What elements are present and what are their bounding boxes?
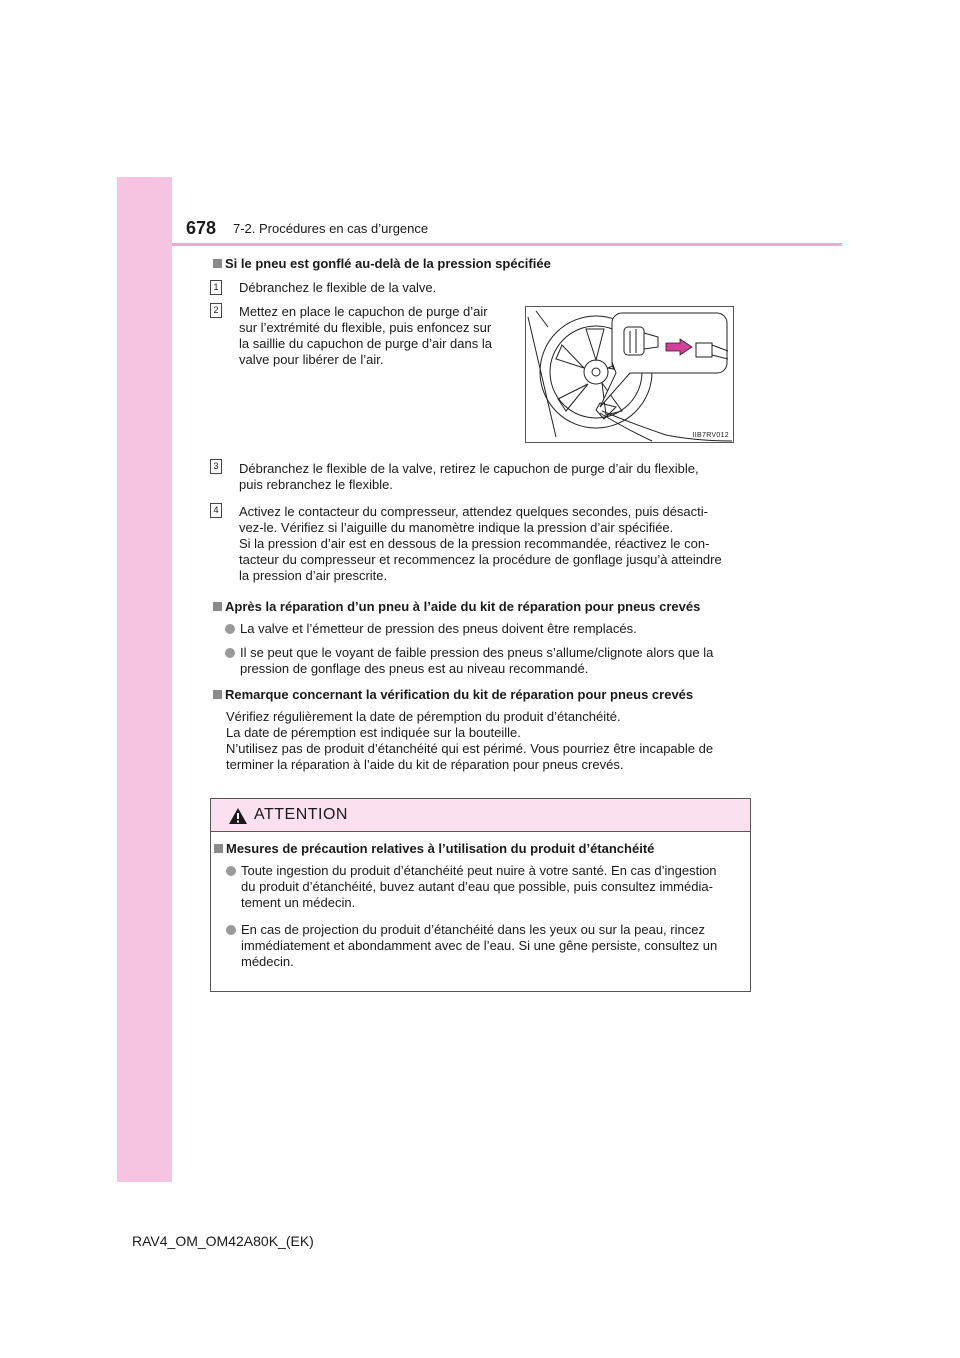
round-bullet-icon — [226, 925, 236, 935]
figure-code: IIB7RV012 — [692, 432, 729, 439]
round-bullet-icon — [226, 866, 236, 876]
step-number-2: 2 — [210, 303, 222, 318]
step-number-4: 4 — [210, 503, 222, 518]
header-rule — [172, 243, 842, 246]
square-bullet-icon — [213, 690, 222, 699]
step-number-3: 3 — [210, 459, 222, 474]
warning-heading: Mesures de précaution relatives à l’utilisation du produit d’étanchéité — [214, 841, 654, 857]
section-heading-overinflated: Si le pneu est gonflé au-delà de la pression spécifiée — [213, 256, 551, 272]
section-heading-kit-check: Remarque concernant la vérification du kit de réparation pour pneus crevés — [213, 687, 693, 703]
step-4-text: Activez le contacteur du compresseur, attendez quelques secondes, puis désacti- vez-le. Vérifiez si l’aiguille du manomètre indique la pression d’air spécifiée. Si la pression d’air est en dessous de la pression recommandée, réactivez le con- tacteur du compresseur et recommencez la procédure de gonflage jusqu’à atteindre la pression d’air prescrite. — [239, 504, 722, 583]
warning-triangle-icon — [228, 807, 248, 825]
bullet-valve-replace: La valve et l’émetteur de pression des pneus doivent être remplacés. — [240, 621, 637, 636]
warning-title: ATTENTION — [254, 806, 348, 823]
bullet-warning-light: Il se peut que le voyant de faible pression des pneus s’allume/clignote alors que la pression de gonflage des pneus est au niveau recommandé. — [240, 645, 714, 676]
warning-bullet-ingestion: Toute ingestion du produit d’étanchéité peut nuire à votre santé. En cas d’ingestion du produit d’étanchéité, buvez autant d’eau que possible, puis consultez immédia- tement un médecin. — [241, 863, 717, 910]
square-bullet-icon — [214, 844, 223, 853]
warning-box — [210, 798, 751, 992]
warning-header — [211, 799, 750, 832]
document-footer-code: RAV4_OM_OM42A80K_(EK) — [132, 1233, 314, 1249]
step-number-1: 1 — [210, 280, 222, 295]
section-heading-after-repair: Après la réparation d’un pneu à l’aide du kit de réparation pour pneus crevés — [213, 599, 700, 615]
round-bullet-icon — [225, 624, 235, 634]
warning-bullet-eyes-skin: En cas de projection du produit d’étanchéité dans les yeux ou sur la peau, rincez immédiatement et abondamment avec de l’eau. Si une gêne persiste, consultez un médecin. — [241, 922, 718, 969]
round-bullet-icon — [225, 648, 235, 658]
kit-check-paragraph: Vérifiez régulièrement la date de péremption du produit d’étanchéité. La date de péremption est indiquée sur la bouteille. N’utilisez pas de produit d’étanchéité qui est périmé. Vous pourriez être incapable de terminer la réparation à l’aide du kit de réparation pour pneus crevés. — [226, 709, 714, 772]
chapter-sidebar-tab — [117, 177, 172, 1182]
section-title: 7-2. Procédures en cas d’urgence — [233, 221, 429, 236]
step-1-text: Débranchez le flexible de la valve. — [239, 280, 437, 295]
square-bullet-icon — [213, 259, 222, 268]
step-3-text: Débranchez le flexible de la valve, retirez le capuchon de purge d’air du flexible, puis rebranchez le flexible. — [239, 461, 699, 492]
step-2-text: Mettez en place le capuchon de purge d’air sur l’extrémité du flexible, puis enfoncez sur la saillie du capuchon de purge d’air dans la valve pour libérer de l’air. — [239, 304, 492, 367]
tire-valve-illustration — [525, 306, 734, 443]
page-number: 678 — [186, 218, 217, 238]
square-bullet-icon — [213, 602, 222, 611]
